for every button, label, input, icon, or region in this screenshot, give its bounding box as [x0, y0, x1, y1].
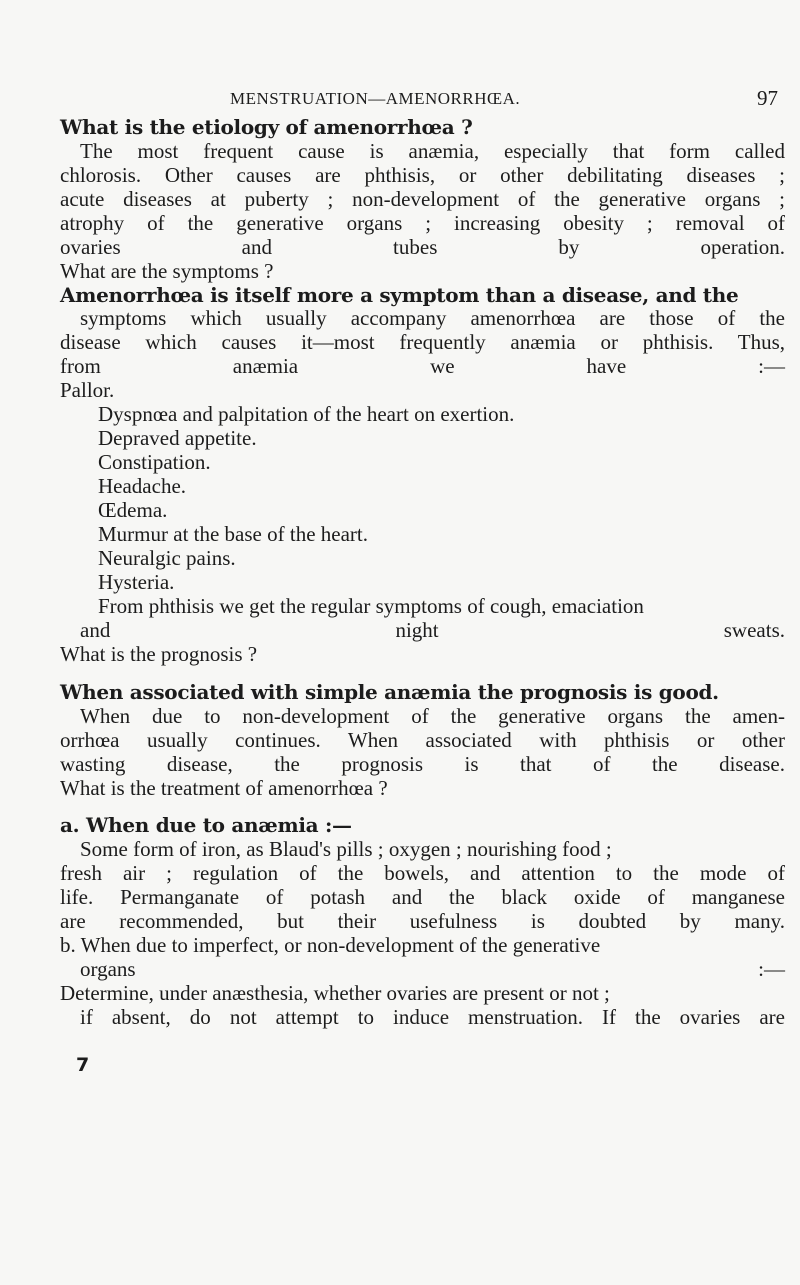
- text-line: life. Permanganate of potash and the black oxide of manganese: [60, 885, 785, 909]
- text-line: Depraved appetite.: [98, 426, 257, 450]
- text-line: What are the symptoms ?: [60, 259, 274, 283]
- section-heading: What is the etiology of amenorrhœa ?: [60, 115, 473, 139]
- text-line: Constipation.: [98, 450, 211, 474]
- text-line: organs :—: [80, 957, 785, 981]
- text-line: What is the prognosis ?: [60, 642, 258, 666]
- text-line: orrhœa usually continues. When associated with phthisis or other: [60, 728, 785, 752]
- page-number: 97: [757, 86, 778, 110]
- text-line: atrophy of the generative organs ; increasing obesity ; removal of: [60, 211, 785, 235]
- text-line: Hysteria.: [98, 570, 175, 594]
- text-line: b. When due to imperfect, or non-development of the generative: [60, 933, 601, 957]
- text-line: are recommended, but their usefulness is doubted by many.: [60, 909, 785, 933]
- running-title: MENSTRUATION—AMENORRHŒA.: [230, 89, 521, 108]
- section-heading: Amenorrhœa is itself more a symptom than a disease, and the: [60, 283, 739, 307]
- text-line: disease which causes it—most frequently anæmia or phthisis. Thus,: [60, 330, 785, 354]
- signature-mark: 7: [76, 1054, 90, 1076]
- text-line: When due to non-development of the generative organs the amen-: [80, 704, 785, 728]
- text-line: Murmur at the base of the heart.: [98, 522, 368, 546]
- text-line: symptoms which usually accompany amenorrhœa are those of the: [80, 306, 785, 330]
- text-line: From phthisis we get the regular symptoms of cough, emaciation: [98, 594, 644, 618]
- text-line: The most frequent cause is anæmia, especially that form called: [80, 139, 785, 163]
- text-line: Determine, under anæsthesia, whether ovaries are present or not ;: [60, 981, 610, 1005]
- text-line: fresh air ; regulation of the bowels, and attention to the mode of: [60, 861, 785, 885]
- text-line: What is the treatment of amenorrhœa ?: [60, 776, 388, 800]
- section-heading: When associated with simple anæmia the prognosis is good.: [60, 680, 719, 704]
- section-heading: a. When due to anæmia :—: [60, 813, 352, 837]
- text-line: Some form of iron, as Blaud's pills ; oxygen ; nourishing food ;: [80, 837, 612, 861]
- text-line: ovaries and tubes by operation.: [60, 235, 785, 259]
- text-line: chlorosis. Other causes are phthisis, or other debilitating diseases ;: [60, 163, 785, 187]
- text-line: Pallor.: [60, 378, 115, 402]
- text-line: Neuralgic pains.: [98, 546, 236, 570]
- text-line: Dyspnœa and palpitation of the heart on exertion.: [98, 402, 515, 426]
- text-line: and night sweats.: [80, 618, 785, 642]
- text-line: Œdema.: [98, 498, 168, 522]
- text-line: acute diseases at puberty ; non-development of the generative organs ;: [60, 187, 785, 211]
- text-line: from anæmia we have :—: [60, 354, 785, 378]
- text-line: if absent, do not attempt to induce menstruation. If the ovaries are: [80, 1005, 785, 1029]
- text-line: Headache.: [98, 474, 187, 498]
- text-line: wasting disease, the prognosis is that of the disease.: [60, 752, 785, 776]
